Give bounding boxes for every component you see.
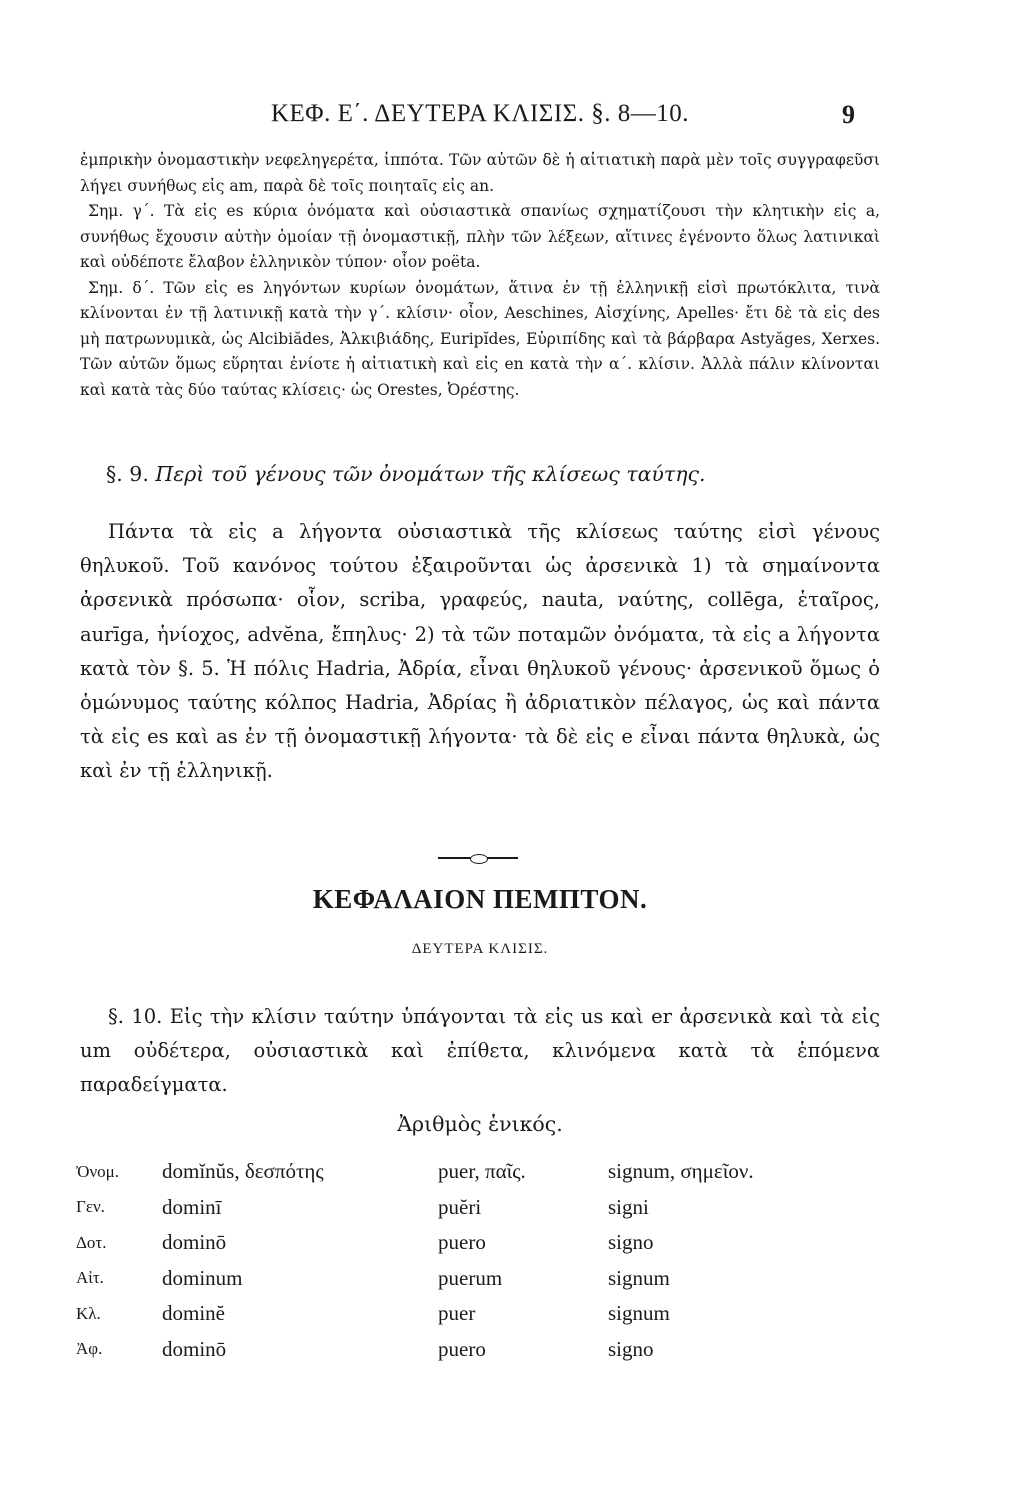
case-label: Κλ. [76,1303,101,1323]
page-number: 9 [842,100,855,129]
declension-row [76,1225,868,1261]
case-label: Ὀνομ. [76,1161,119,1181]
ornamental-divider [438,857,518,859]
section-10-body [80,1000,880,1103]
declension-cell: signi [608,1194,649,1219]
section-9-number: §. 9. [106,462,149,486]
notes-block [80,148,880,403]
section-9-title: Περὶ τοῦ γένους τῶν ὀνομάτων τῆς κλίσεως ταύτης. [155,462,706,486]
section-9-body [80,515,880,789]
case-label: Γεν. [76,1197,105,1217]
declension-cell: puer [438,1301,476,1326]
declension-cell: dominĕ [162,1301,225,1326]
declension-row [76,1332,868,1368]
declension-cell: domĭnŭs, δεσπότης [162,1159,324,1184]
declension-cell: signo [608,1230,654,1255]
case-label: Αἰτ. [76,1268,104,1288]
declension-cell: dominum [162,1265,243,1290]
declension-cell: puero [438,1336,486,1361]
declension-row [76,1296,868,1332]
case-label: Δοτ. [76,1232,107,1252]
declension-cell: signum [608,1265,670,1290]
declension-cell: signo [608,1336,654,1361]
note-paragraph-3: Σημ. δ΄. Τῶν εἰς es ληγόντων κυρίων ὀνομάτων, ἅτινα ἐν τῇ ἑλληνικῇ εἰσὶ πρωτόκλιτα, τινὰ κλίνονται ἐν τῇ λατινικῇ κατὰ τὴν γ΄. κλίσιν· οἷον, Aeschines, Αἰσχίνης, Apelles· ἔτι δὲ τὰ εἰς des μὴ πατρωνυμικὰ, ὡς Alcibiădes, Ἀλκιβιάδης, Euripĭdes, Εὐριπίδης καὶ τὰ βάρβαρα Astyăges, Xerxes. Τῶν αὐτῶν ὅμως εὕρηται ἐνίοτε ἡ αἰτιατικὴ καὶ εἰς en κατὰ τὴν α΄. κλίσιν. Ἀλλὰ πάλιν κλίνονται καὶ κατὰ τὰς δύο ταύτας κλίσεις· ὡς Orestes, Ὀρέστης. [80,278,880,399]
chapter-title: ΚΕΦΑΛΑΙΟΝ ΠΕΜΠΤΟΝ. [312,884,648,914]
declension-cell: dominō [162,1336,227,1361]
declension-row [76,1154,868,1190]
declension-cell: puer, παῖς. [438,1159,526,1184]
declension-row [76,1261,868,1297]
declension-cell: puerum [438,1265,503,1290]
section-9-heading [106,462,706,486]
number-heading: Ἀριθμὸς ἑνικός. [397,1112,563,1136]
section-10-paragraph: §. 10. Εἰς τὴν κλίσιν ταύτην ὑπάγονται τὰ εἰς us καὶ er ἀρσενικὰ καὶ τὰ εἰς um οὐδέτερα, οὐσιαστικὰ καὶ ἐπίθετα, κλινόμενα κατὰ τὰ ἑπόμενα παραδείγματα. [80,1005,880,1097]
declension-cell: signum [608,1301,670,1326]
case-label: Ἀφ. [76,1339,103,1359]
note-paragraph-1: ἐμπρικὴν ὀνομαστικὴν νεφεληγερέτα, ἱππότα. Τῶν αὐτῶν δὲ ἡ αἰτιατικὴ παρὰ μὲν τοῖς συγγραφεῦσι λήγει συνήθως εἰς am, παρὰ δὲ τοῖς ποιηταῖς εἰς an. [80,151,880,195]
note-paragraph-2: Σημ. γ΄. Τὰ εἰς es κύρια ὀνόματα καὶ οὐσιαστικὰ σπανίως σχηματίζουσι τὴν κλητικὴν εἰς a, συνήθως ἔχουσιν αὐτὴν ὁμοίαν τῇ ὀνομαστικῇ, πλὴν τῶν λέξεων, αἵτινες ἐγένοντο ὅλως λατινικαὶ καὶ οὐδέποτε ἔλαβον ἑλληνικὸν τύπον· οἷον poëta. [80,202,880,271]
declension-cell: signum, σημεῖον. [608,1159,754,1184]
running-title: ΚΕΦ. Ε΄. ΔΕΥΤΕΡΑ ΚΛΙΣΙΣ. §. 8—10. [270,100,689,127]
chapter-subtitle: ΔΕΥΤΕΡΑ ΚΛΙΣΙΣ. [411,941,549,957]
declension-cell: puero [438,1230,486,1255]
declension-cell: dominō [162,1230,227,1255]
section-9-paragraph: Πάντα τὰ εἰς a λήγοντα οὐσιαστικὰ τῆς κλίσεως ταύτης εἰσὶ γένους θηλυκοῦ. Τοῦ κανόνος τούτου ἐξαιροῦνται ὡς ἀρσενικὰ 1) τὰ σημαίνοντα ἀρσενικὰ πρόσωπα· οἷον, scriba, γραφεύς, nauta, ναύτης, collēga, ἑταῖρος, aurīga, ἡνίοχος, advĕna, ἔπηλυς· 2) τὰ τῶν ποταμῶν ὀνόματα, τὰ εἰς a λήγοντα κατὰ τὸν §. 5. Ἡ πόλις Hadria, Ἀδρία, εἶναι θηλυκοῦ γένους· ἀρσενικοῦ ὅμως ὁ ὁμώνυμος ταύτης κόλπος Hadria, Ἀδρίας ἢ ἀδριατικὸν πέλαγος, ὡς καὶ πάντα τὰ εἰς es καὶ as ἐν τῇ ὀνομαστικῇ λήγοντα· τὰ δὲ εἰς e εἶναι πάντα θηλυκὰ, ὡς καὶ ἐν τῇ ἑλληνικῇ. [80,520,880,783]
declension-cell: puĕri [438,1194,482,1219]
declension-cell: dominī [162,1194,222,1219]
declension-table [76,1154,868,1367]
declension-row [76,1190,868,1226]
